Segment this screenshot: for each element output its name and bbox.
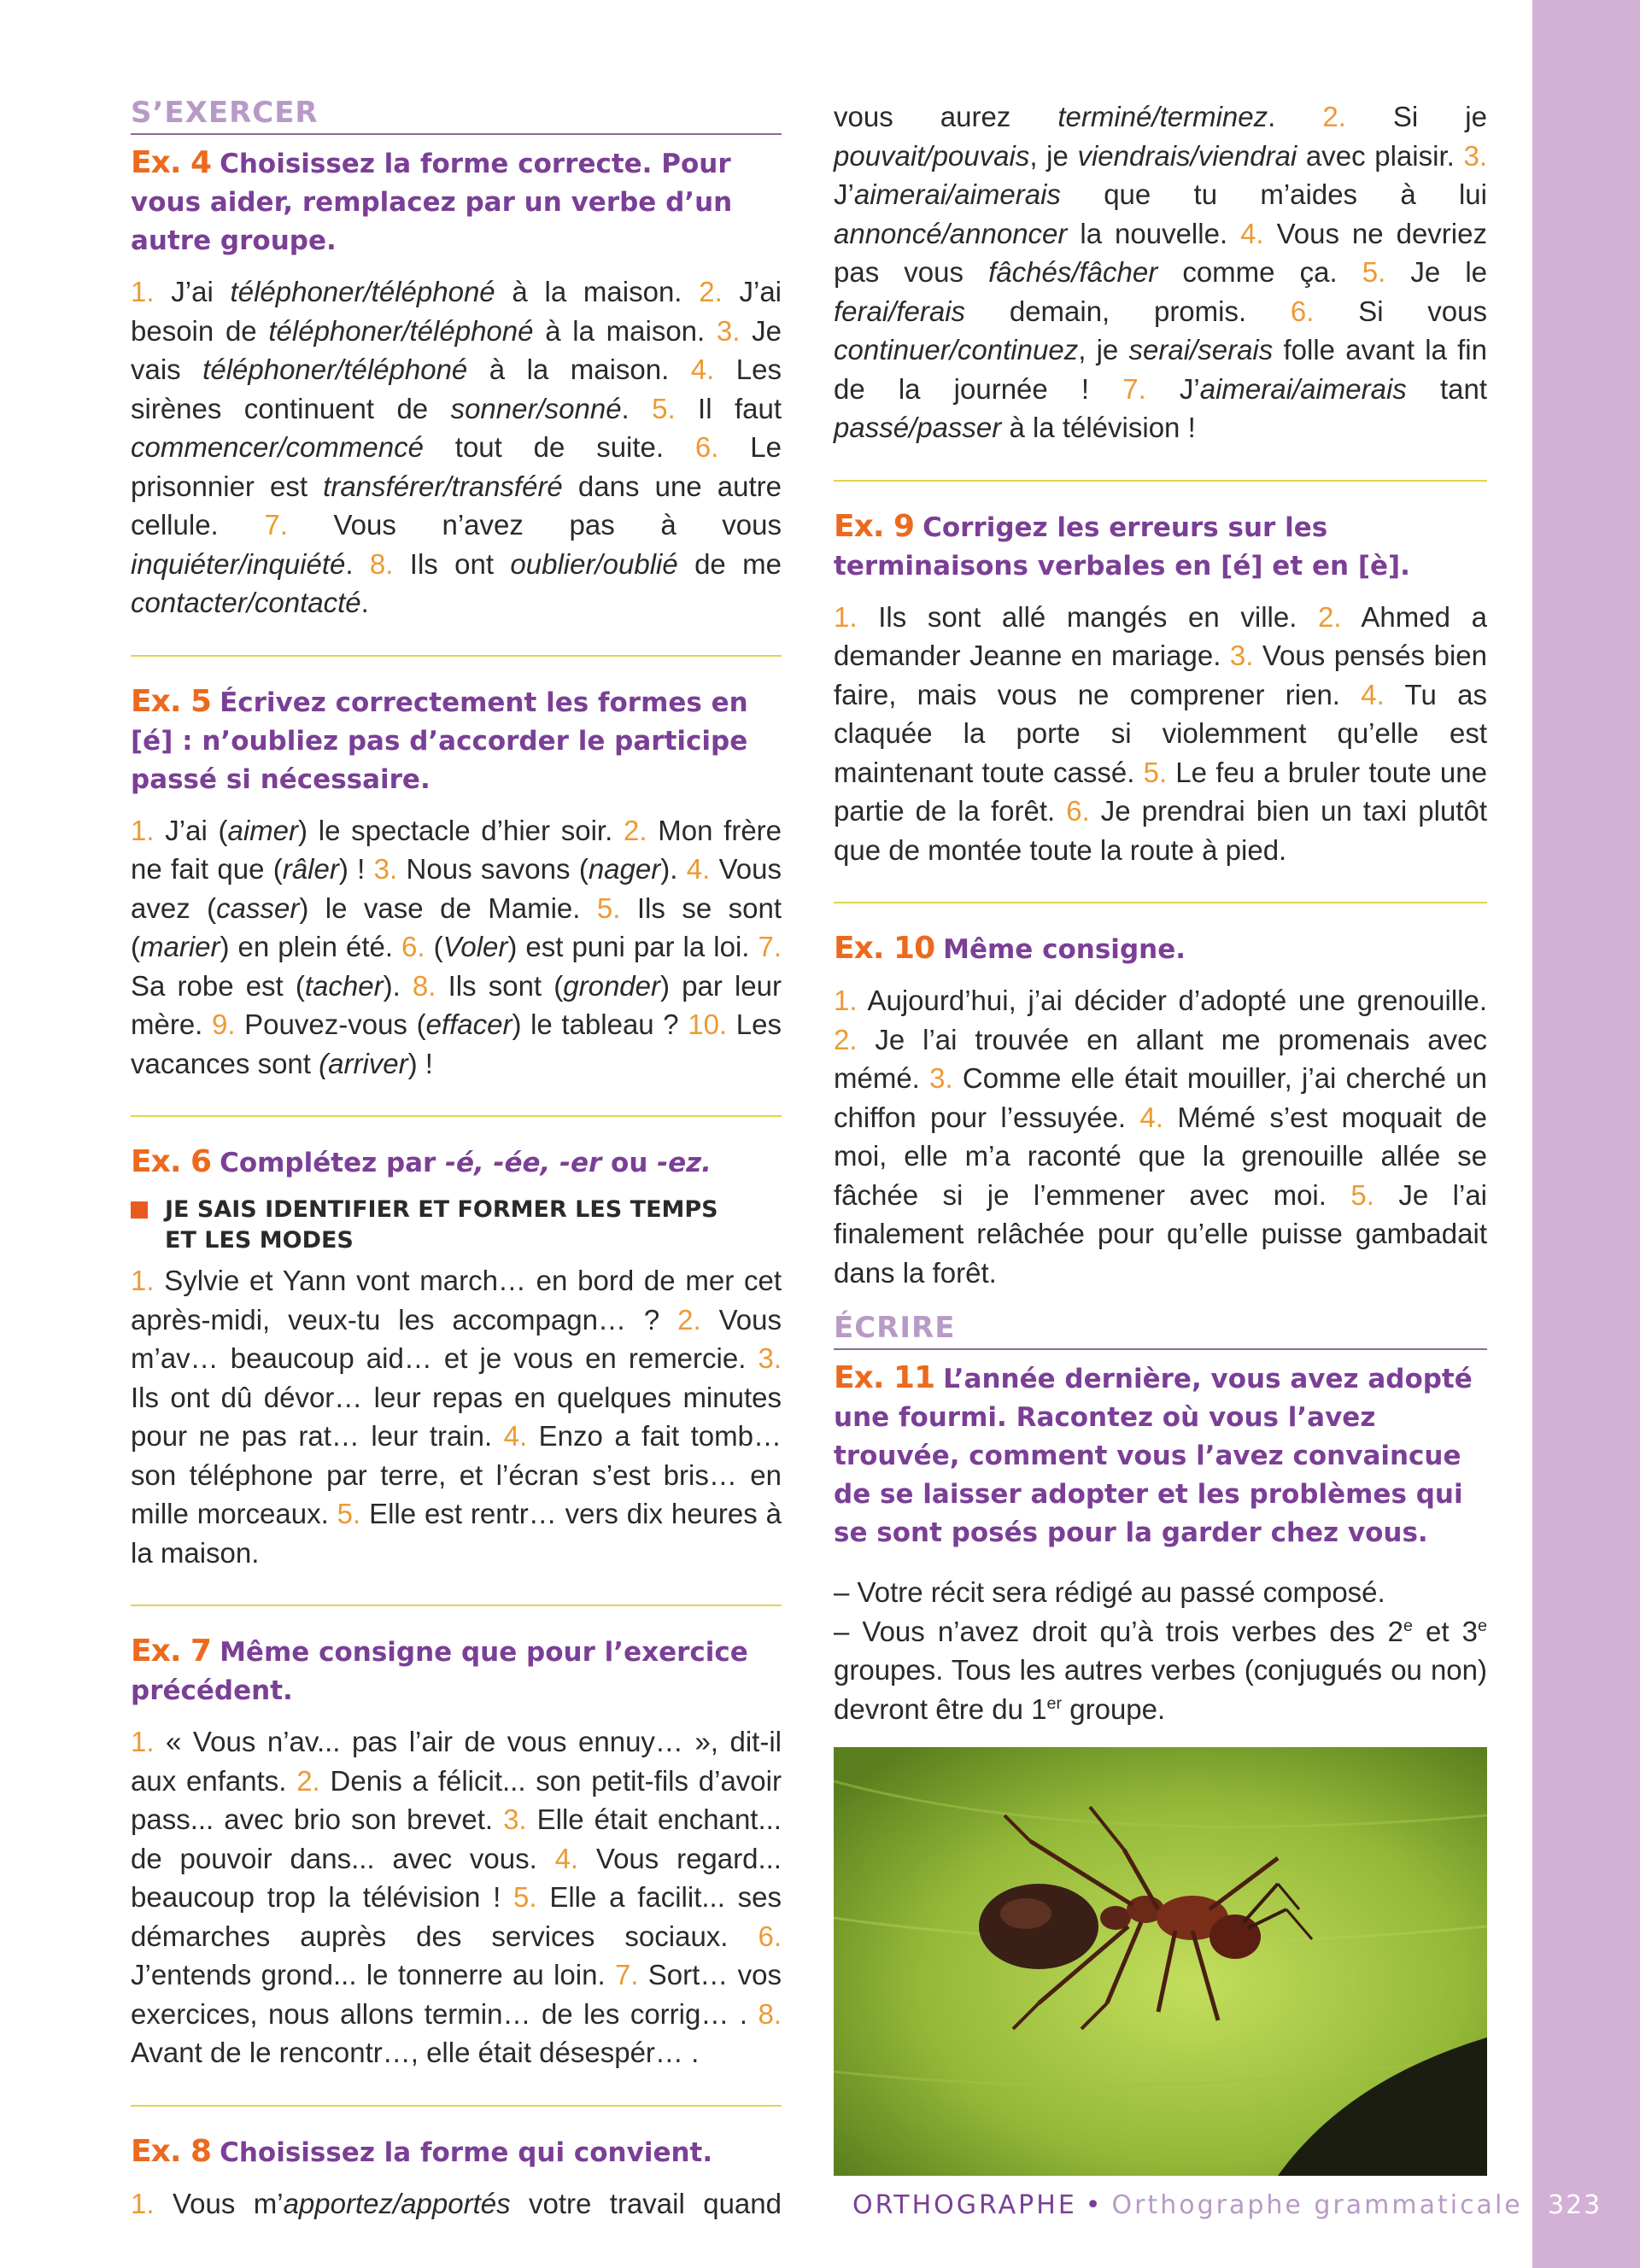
skill-heading-line2: ET LES MODES — [165, 1227, 354, 1254]
ex7-instruction: Même consigne que pour l’exercice précédent. — [131, 1637, 748, 1706]
ex8-number: Ex. 8 — [131, 2133, 212, 2169]
ex6-title — [131, 1143, 782, 1183]
ex10-body: 1. Aujourd’hui, j’ai décider d’adopté une grenouille. 2. Je l’ai trouvée en allant me promenais avec mémé. 3. Comme elle était mouiller, j’ai cherché un chiffon pour l’essuyée. 4. Mémé s’est moquait de moi, elle m’a raconté que la grenouille allée se fâchée si je l’emmener avec moi. 5. Je l’ai finalement relâchée pour qu’elle puisse gambadait dans la forêt. — [834, 985, 1487, 1289]
ex10-title — [834, 929, 1487, 969]
section-heading-write: ÉCRIRE — [834, 1309, 1487, 1350]
ex9-title — [834, 507, 1487, 586]
ant-illustration — [834, 1747, 1487, 2176]
ex7-body: 1. « Vous n’av... pas l’air de vous ennuy… », dit-il aux enfants. 2. Denis a félicit... son petit-fils d’avoir pass... avec brio son brevet. 3. Elle était enchant... de pouvoir dans... avec vous. 4. Vous regard... beaucoup trop la télévision ! 5. Elle a facilit... ses démarches auprès des services sociaux. 6. J’entends grond... le tonnerre au loin. 7. Sort… vos exercices, nous allons termin… de les corrig… . 8. Avant de le rencontr…, elle était désespér… . — [131, 1726, 782, 2068]
ex4-instruction: Choisissez la forme correcte. Pour vous aider, remplacez par un verbe d’un autre groupe. — [131, 149, 733, 256]
side-band — [1532, 0, 1640, 2268]
ex11-rule-2: – Vous n’avez droit qu’à trois verbes des 2e et 3e groupes. Tous les autres verbes (conjugués ou non) devront être du 1er groupe. — [834, 1615, 1487, 1725]
ex5-title — [131, 682, 782, 799]
ex11-instruction: L’année dernière, vous avez adopté une fourmi. Racontez où vous l’avez trouvée, comment vous l’avez convaincue de se laisser adopter et les problèmes qui se sont posés pour la garder chez vous. — [834, 1364, 1473, 1548]
ex6-body: 1. Sylvie et Yann vont march… en bord de mer cet après-midi, veux-tu les accompagn… ? 2. Vous m’av… beaucoup aid… et je vous en remercie. 3. Ils ont dû dévor… leur repas en quelques minutes pour ne pas rat… leur train. 4. Enzo a fait tomb… son téléphone par terre, et l’écran s’est bris… en mille morceaux. 5. Elle est rentr… vers dix heures à la maison. — [131, 1265, 782, 1569]
ex8-instruction: Choisissez la forme qui convient. — [220, 2136, 713, 2168]
page-footer — [852, 2190, 1523, 2220]
ex10-instruction: Même consigne. — [943, 934, 1186, 965]
ex10-number: Ex. 10 — [834, 931, 935, 966]
footer-bullet: • — [1085, 2190, 1104, 2220]
ex4-number: Ex. 4 — [131, 145, 212, 180]
ex6-skill-heading — [131, 1195, 782, 1256]
ex4-title — [131, 143, 782, 260]
ex9-number: Ex. 9 — [834, 508, 915, 544]
divider — [131, 1115, 782, 1117]
ex8-title — [131, 2132, 782, 2172]
ex5-body: 1. J’ai (aimer) le spectacle d’hier soir. 2. Mon frère ne fait que (râler) ! 3. Nous savons (nager). 4. Vous avez (casser) le vase de Mamie. 5. Ils se sont (marier) en plein été. 6. (Voler) est puni par la loi. 7. Sa robe est (tacher). 8. Ils sont (gronder) par leur mère. 9. Pouvez-vous (effacer) le tableau ? 10. Les vacances sont (arriver) ! — [131, 814, 782, 1079]
ex11-rule-1: – Votre récit sera rédigé au passé composé. — [834, 1576, 1385, 1608]
divider — [834, 480, 1487, 482]
ex9-instruction: Corrigez les erreurs sur les terminaisons verbales en [é] et en [è]. — [834, 511, 1410, 582]
divider — [131, 1605, 782, 1606]
ex6-instruction: Complétez par -é, -ée, -er ou -ez. — [220, 1148, 712, 1178]
divider — [834, 902, 1487, 903]
ex9-body: 1. Ils sont allé mangés en ville. 2. Ahmed a demander Jeanne en mariage. 3. Vous pensés bien faire, mais vous ne comprener rien. 4. Tu as claquée la porte si violemment qu’elle est maintenant toute cassé. 5. Le feu a bruler toute une partie de la forêt. 6. Je prendrai bien un taxi plutôt que de montée toute la route à pied. — [834, 600, 1487, 866]
right-column — [834, 97, 1487, 2176]
ex11-number: Ex. 11 — [834, 1360, 935, 1395]
divider — [131, 2105, 782, 2107]
page-number: 323 — [1548, 2190, 1602, 2220]
section-heading-exercise: S’EXERCER — [131, 94, 782, 135]
ex6-number: Ex. 6 — [131, 1144, 212, 1179]
skill-heading-line1: JE SAIS IDENTIFIER ET FORMER LES TEMPS — [165, 1196, 718, 1223]
ex5-instruction: Écrivez correctement les formes en [é] : n’oubliez pas d’accorder le participe passé si nécessaire. — [131, 687, 748, 795]
ex4-body: 1. J’ai téléphoner/téléphoné à la maison. 2. J’ai besoin de téléphoner/téléphoné à la maison. 3. Je vais téléphoner/téléphoné à la maison. 4. Les sirènes continuent de sonner/sonné. 5. Il faut commencer/commencé tout de suite. 6. Le prisonnier est transférer/transféré dans une autre cellule. 7. Vous n’avez pas à vous inquiéter/inquiété. 8. Ils ont oublier/oublié de me contacter/contacté. — [131, 276, 782, 618]
ant-photo — [834, 1747, 1487, 2176]
ex8-body-start: 1. Vous m’apportez/apportés votre travail quand — [131, 2187, 782, 2219]
ex11-title — [834, 1359, 1487, 1552]
square-bullet-icon — [131, 1201, 148, 1219]
ex5-number: Ex. 5 — [131, 683, 212, 719]
ex7-title — [131, 1632, 782, 1710]
ex8-body-continued: vous aurez terminé/terminez. 2. Si je pouvait/pouvais, je viendrais/viendrai avec plaisir. 3. J’aimerai/aimerais que tu m’aides à lui annoncé/annoncer la nouvelle. 4. Vous ne devriez pas vous fâchés/fâcher comme ça. 5. Je le ferai/ferais demain, promis. 6. Si vous continuer/continuez, je serai/serais folle avant la fin de la journée ! 7. J’aimerai/aimerais tant passé/passer à la télévision ! — [834, 101, 1488, 443]
footer-subsection: Orthographe grammaticale — [1111, 2190, 1523, 2220]
footer-section: ORTHOGRAPHE — [852, 2190, 1077, 2220]
divider — [131, 655, 782, 657]
left-column — [131, 94, 782, 2223]
ex7-number: Ex. 7 — [131, 1634, 212, 1669]
